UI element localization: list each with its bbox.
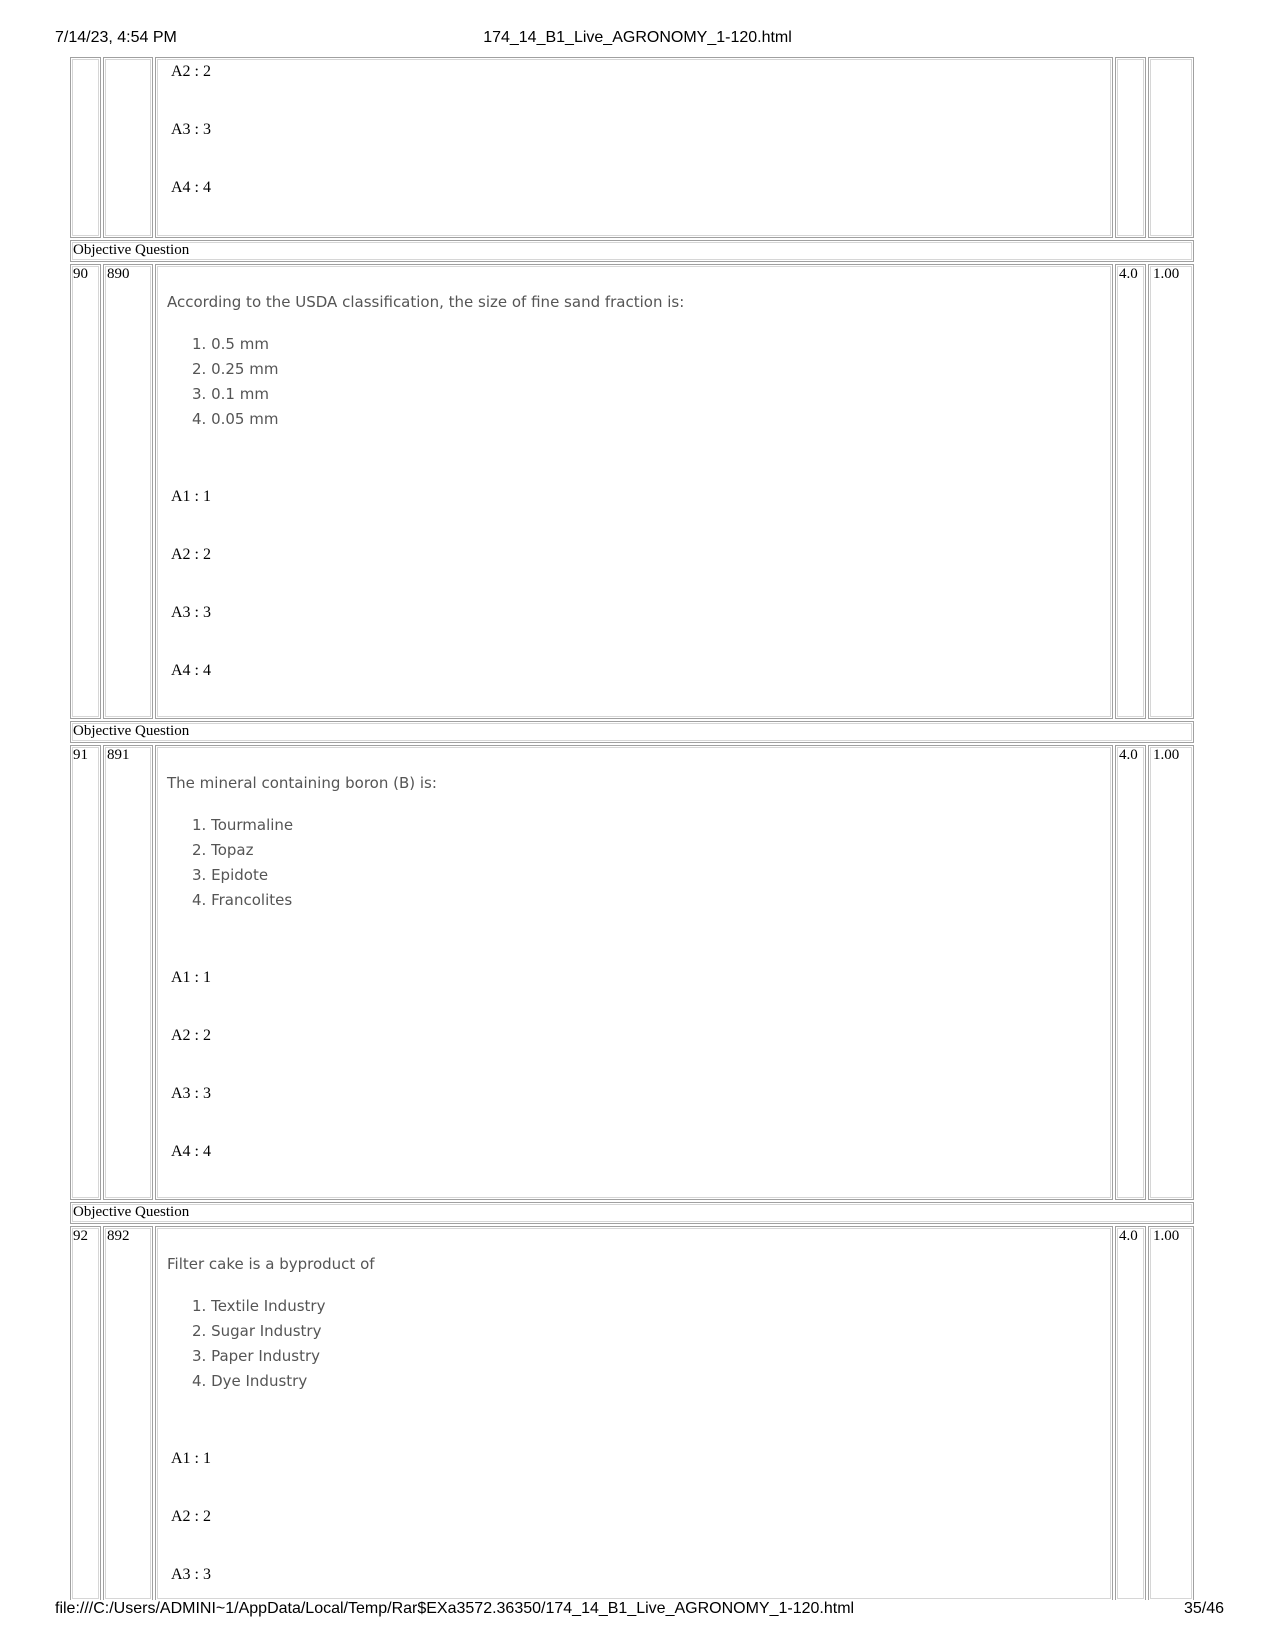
print-footer [0,1600,1275,1622]
print-file-path: file:///C:/Users/ADMINI~1/AppData/Local/Temp/Rar$EXa3572.36350/174_14_B1_Live_AGRONOMY_1-120.html [55,1600,855,1617]
cell-sno-partial [70,57,101,238]
question-negative-marks: 1.00 [1153,747,1180,763]
question-option: 4. Dye Industry [192,1372,308,1390]
answer-option: A3 : 3 [171,1566,211,1583]
question-id: 891 [107,747,130,763]
answer-option: A4 : 4 [171,662,211,679]
question-text: The mineral containing boron (B) is: [167,774,437,792]
answer-option: A2 : 2 [171,1027,211,1044]
question-option: 4. 0.05 mm [192,410,279,428]
question-serial: 91 [73,747,88,763]
cell-sno [70,264,101,719]
cell-sno [70,1226,101,1600]
answer-option: A1 : 1 [171,969,211,986]
cell-question [155,264,1113,719]
print-doc-title: 174_14_B1_Live_AGRONOMY_1-120.html [483,29,792,46]
question-text: Filter cake is a byproduct of [167,1255,375,1273]
section-label: Objective Question [73,1204,190,1220]
answer-option: A2 : 2 [171,1508,211,1525]
cell-marks [1115,745,1146,1200]
question-marks: 4.0 [1119,747,1138,763]
cell-marks-partial [1115,57,1146,238]
answer-option: A2 : 2 [171,546,211,563]
question-negative-marks: 1.00 [1153,1228,1180,1244]
question-option: 2. Topaz [192,841,254,859]
section-label-row [70,1202,1194,1224]
cell-sno [70,745,101,1200]
cell-qid [103,264,153,719]
question-option: 4. Francolites [192,891,293,909]
question-option: 2. 0.25 mm [192,360,279,378]
cell-marks [1115,264,1146,719]
cell-negative [1148,1226,1194,1600]
question-option: 1. Tourmaline [192,816,294,834]
question-text: According to the USDA classification, the size of fine sand fraction is: [167,293,685,311]
question-serial: 90 [73,266,88,282]
answer-option: A4 : 4 [171,1143,211,1160]
section-label-row [70,240,1194,262]
answer-option: A2 : 2 [171,63,211,80]
print-datetime: 7/14/23, 4:54 PM [55,29,177,46]
question-option: 1. Textile Industry [192,1297,326,1315]
cell-question [155,1226,1113,1600]
question-option: 3. Paper Industry [192,1347,321,1365]
question-marks: 4.0 [1119,266,1138,282]
question-marks: 4.0 [1119,1228,1138,1244]
answer-option: A4 : 4 [171,179,211,196]
cell-negative [1148,264,1194,719]
question-option: 2. Sugar Industry [192,1322,322,1340]
cell-negative-partial [1148,57,1194,238]
answer-option: A1 : 1 [171,488,211,505]
answer-option: A3 : 3 [171,1085,211,1102]
cell-question-partial [155,57,1113,238]
cell-question [155,745,1113,1200]
question-negative-marks: 1.00 [1153,266,1180,282]
question-option: 3. Epidote [192,866,269,884]
answer-option: A3 : 3 [171,121,211,138]
section-label-row [70,721,1194,743]
question-option: 3. 0.1 mm [192,385,269,403]
question-id: 892 [107,1228,130,1244]
answer-option: A1 : 1 [171,1450,211,1467]
cell-marks [1115,1226,1146,1600]
cell-qid-partial [103,57,153,238]
question-option: 1. 0.5 mm [192,335,269,353]
question-serial: 92 [73,1228,88,1244]
print-page-number: 35/46 [1183,1600,1224,1617]
cell-qid [103,745,153,1200]
section-label: Objective Question [73,723,190,739]
section-label: Objective Question [73,242,190,258]
print-header [0,29,1275,51]
cell-qid [103,1226,153,1600]
cell-negative [1148,745,1194,1200]
question-id: 890 [107,266,130,282]
answer-option: A3 : 3 [171,604,211,621]
